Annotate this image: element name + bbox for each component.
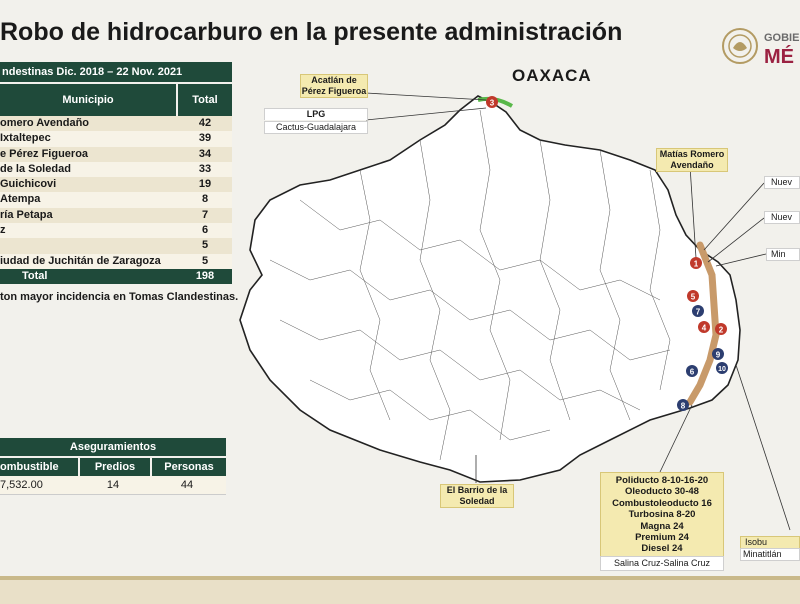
- marker-label: 2: [718, 325, 724, 335]
- marker-label: 9: [715, 350, 721, 360]
- cell-total: 5: [201, 254, 209, 267]
- logo-line1: GOBIE: [764, 32, 800, 44]
- label-right-2: Nuev: [764, 211, 800, 224]
- label-acatlan: Acatlán de Pérez Figueroa: [301, 75, 367, 96]
- marker-label: 4: [701, 323, 707, 333]
- cell-municipio: Ixtaltepec: [0, 132, 51, 145]
- tomas-table-header: ndestinas Dic. 2018 – 22 Nov. 2021: [0, 62, 232, 82]
- marker-label: 7: [695, 307, 701, 317]
- marker-1[interactable]: [690, 257, 702, 269]
- marker-4[interactable]: [698, 321, 710, 333]
- col-combustible: ombustible: [0, 461, 59, 473]
- marker-9[interactable]: [712, 348, 724, 360]
- cell-total: 19: [198, 178, 212, 191]
- cell-personas: 44: [180, 479, 194, 491]
- fuel-line: Premium 24: [635, 532, 689, 544]
- marker-5[interactable]: [687, 290, 699, 302]
- fuel-line: Combustoleoducto 16: [612, 497, 712, 509]
- col-predios: Predios: [78, 458, 150, 476]
- label-el-barrio: El Barrio de la Soledad: [440, 484, 514, 508]
- marker-label: 5: [690, 292, 696, 302]
- fuel-line: Magna 24: [640, 520, 684, 532]
- logo-line2: MÉ: [764, 46, 794, 68]
- incidence-note: ton mayor incidencia en Tomas Clandestinas.: [0, 291, 239, 303]
- fuel-pipelines-box: [600, 472, 724, 558]
- cell-municipio: ría Petapa: [0, 208, 53, 221]
- marker-6[interactable]: [686, 365, 698, 377]
- cell-total: 5: [201, 239, 209, 252]
- cell-total: 39: [198, 132, 212, 145]
- label-right-3: Min: [766, 248, 800, 261]
- fuel-line: Oleoducto 30-48: [625, 486, 699, 498]
- marker-8[interactable]: [677, 399, 689, 411]
- label-matias-romero: Matías Romero Avendaño: [656, 148, 728, 172]
- marker-10[interactable]: [716, 362, 728, 374]
- cell-municipio: Guichicovi: [0, 178, 57, 191]
- cell-total: 33: [198, 162, 212, 175]
- total-value: 198: [195, 269, 215, 282]
- marker-7[interactable]: [692, 305, 704, 317]
- marker-label: 6: [689, 367, 695, 377]
- label-isobutano: Isobu: [740, 536, 800, 549]
- cell-total: 42: [198, 117, 212, 129]
- cell-municipio: e Pérez Figueroa: [0, 147, 89, 160]
- cell-combustible: 7,532.00: [0, 479, 43, 491]
- col-total: Total: [176, 84, 232, 116]
- col-municipio: Municipio: [62, 94, 114, 106]
- cell-total: 34: [198, 147, 212, 160]
- cell-predios: 14: [106, 479, 120, 491]
- total-label: Total: [22, 269, 48, 282]
- cell-municipio: de la Soledad: [0, 162, 71, 175]
- marker-2[interactable]: [715, 323, 727, 335]
- marker-label: 10: [718, 366, 726, 373]
- label-right-1: Nuev: [764, 176, 800, 189]
- cell-municipio: omero Avendaño: [0, 117, 90, 129]
- cell-municipio: Atempa: [0, 193, 41, 206]
- cell-total: 7: [201, 208, 209, 221]
- cell-total: 6: [201, 224, 209, 237]
- col-personas: Personas: [150, 458, 226, 476]
- label-minatitlan: Minatitlán: [740, 548, 800, 561]
- state-name: OAXACA: [512, 66, 592, 85]
- fuel-line: Diesel 24: [641, 543, 683, 555]
- cell-municipio: iudad de Juchitán de Zaragoza: [0, 254, 161, 267]
- fuel-line: Poliducto 8-10-16-20: [615, 475, 709, 486]
- cell-total: 8: [201, 193, 209, 206]
- marker-label: 3: [489, 98, 495, 108]
- fuel-line: Turbosina 8-20: [628, 509, 696, 521]
- marker-3[interactable]: [486, 96, 498, 108]
- fuel-footer: Salina Cruz-Salina Cruz: [600, 556, 724, 571]
- label-lpg: LPG: [264, 108, 368, 120]
- marker-label: 8: [680, 401, 686, 411]
- marker-label: 1: [693, 259, 699, 269]
- aseguramientos-header: Aseguramientos: [0, 438, 226, 456]
- cell-municipio: z: [0, 224, 6, 237]
- label-cactus: Cactus-Guadalajara: [264, 121, 368, 134]
- page-title: Robo de hidrocarburo en la presente administración: [0, 18, 623, 46]
